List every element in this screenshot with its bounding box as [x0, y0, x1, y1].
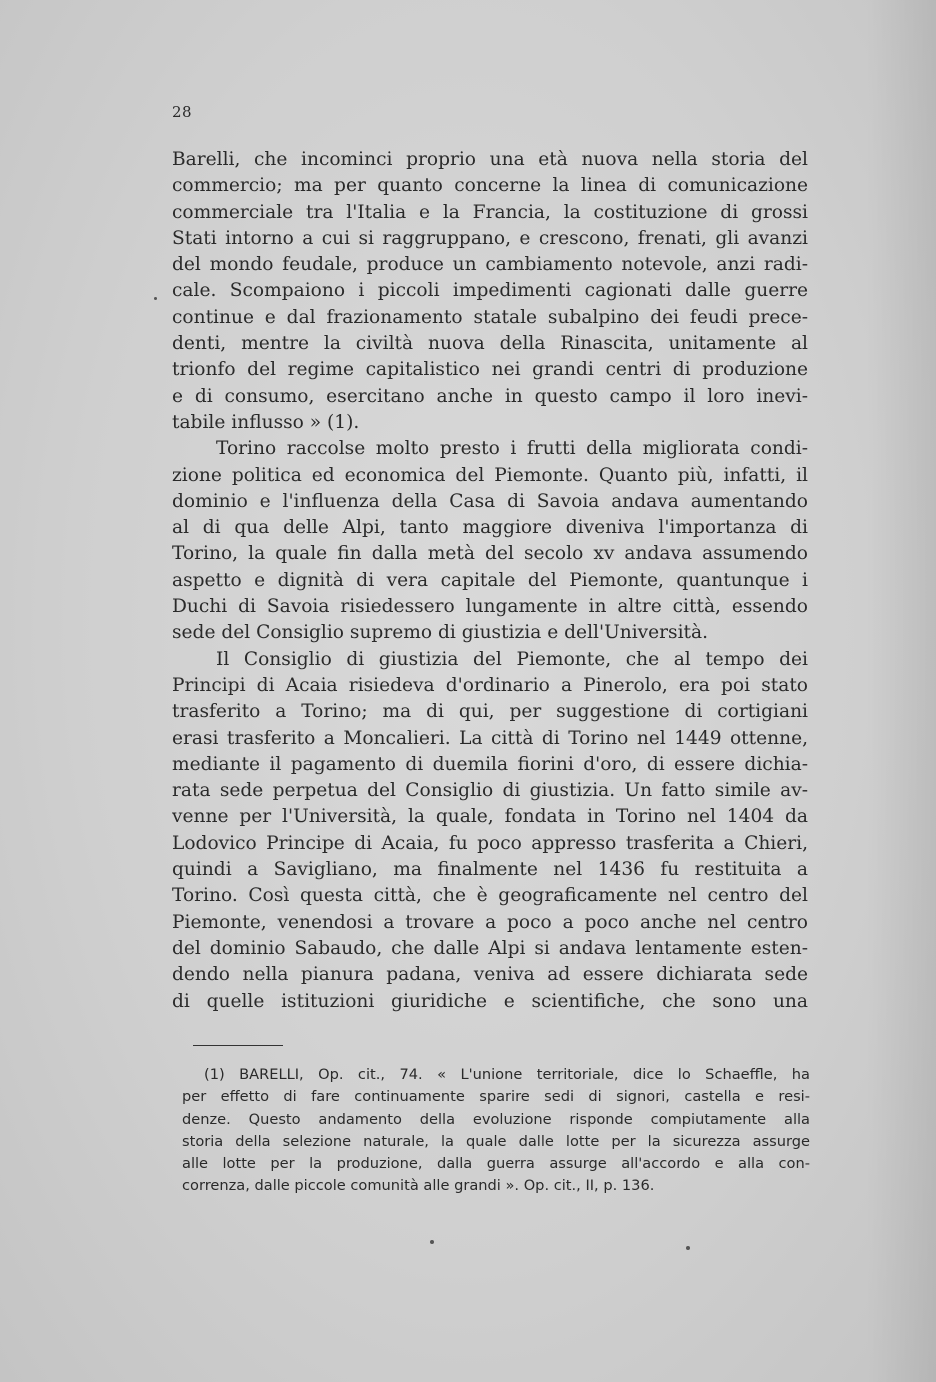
body-line: continue e dal frazionamento statale subalpino dei feudi prece-: [172, 306, 808, 328]
body-line: mediante il pagamento di duemila fiorini d'oro, di essere dichia-: [172, 753, 808, 775]
body-line: aspetto e dignità di vera capitale del Piemonte, quantunque i: [172, 569, 808, 591]
body-line: Principi di Acaia risiedeva d'ordinario a Pinerolo, era poi stato: [172, 674, 808, 696]
body-line: al di qua delle Alpi, tanto maggiore diveniva l'importanza di: [172, 517, 808, 539]
body-line: Torino. Così questa città, che è geograficamente nel centro del: [172, 885, 808, 907]
page-edge-shadow: [866, 0, 936, 1382]
body-line: e di consumo, esercitano anche in questo campo il loro inevi-: [172, 385, 808, 407]
body-text: [172, 147, 808, 1015]
body-line: zione politica ed economica del Piemonte. Quanto più, infatti, il: [172, 464, 808, 486]
body-line: Barelli, che incominci proprio una età nuova nella storia del: [172, 149, 808, 170]
footnotes: [182, 1064, 810, 1198]
body-line: trionfo del regime capitalistico nei grandi centri di produzione: [172, 359, 808, 381]
paper-speck: [430, 1240, 434, 1244]
body-line: sede del Consiglio supremo di giustizia e dell'Università.: [172, 622, 709, 644]
footnote-line: alle lotte per la produzione, dalla guerra assurge all'accordo e alla con-: [182, 1155, 810, 1173]
footnote-line: storia della selezione naturale, la quale dalle lotte per la sicurezza assurge: [182, 1132, 810, 1150]
body-line: Stati intorno a cui si raggruppano, e crescono, frenati, gli avanzi: [172, 227, 808, 249]
body-line: rata sede perpetua del Consiglio di giustizia. Un fatto simile av-: [172, 780, 808, 802]
body-line: erasi trasferito a Moncalieri. La città di Torino nel 1449 ottenne,: [172, 727, 808, 749]
footnote-line: denze. Questo andamento della evoluzione risponde compiutamente alla: [182, 1110, 810, 1128]
body-line: trasferito a Torino; ma di qui, per suggestione di cortigiani: [172, 701, 808, 723]
body-line: Torino, la quale fin dalla metà del secolo xv andava assumendo: [172, 543, 808, 565]
paper-speck: [154, 297, 157, 300]
body-line: dominio e l'influenza della Casa di Savoia andava aumentando: [172, 490, 808, 512]
body-line: di quelle istituzioni giuridiche e scientifiche, che sono una: [172, 990, 808, 1012]
body-line: del dominio Sabaudo, che dalle Alpi si andava lentamente esten-: [172, 937, 808, 959]
body-line: tabile influsso » (1).: [172, 411, 360, 433]
body-line: Il Consiglio di giustizia del Piemonte, che al tempo dei: [216, 648, 808, 670]
body-line: Torino raccolse molto presto i frutti della migliorata condi-: [216, 438, 808, 460]
footnote-line: correnza, dalle piccole comunità alle grandi ». Op. cit., II, p. 136.: [182, 1177, 655, 1195]
body-line: Lodovico Principe di Acaia, fu poco appresso trasferita a Chieri,: [172, 832, 808, 854]
body-line: cale. Scompaiono i piccoli impedimenti cagionati dalle guerre: [172, 280, 808, 302]
paper-speck: [686, 1246, 690, 1250]
footnote-line: per effetto di fare continuamente sparire sedi di signori, castella e resi-: [182, 1088, 810, 1106]
body-line: venne per l'Università, la quale, fondata in Torino nel 1404 da: [172, 806, 808, 828]
body-line: del mondo feudale, produce un cambiamento notevole, anzi radi-: [172, 254, 808, 276]
body-line: commercio; ma per quanto concerne la linea di comunicazione: [172, 175, 808, 197]
body-line: commerciale tra l'Italia e la Francia, la costituzione di grossi: [172, 201, 808, 223]
body-line: Duchi di Savoia risiedessero lungamente in altre città, essendo: [172, 596, 808, 618]
footnote-line: (1) BARELLI, Op. cit., 74. « L'unione territoriale, dice lo Schaeffle, ha: [204, 1066, 810, 1083]
body-line: dendo nella pianura padana, veniva ad essere dichiarata sede: [172, 964, 808, 986]
body-line: quindi a Savigliano, ma finalmente nel 1436 fu restituita a: [172, 859, 808, 881]
footnote-divider: [193, 1045, 283, 1046]
body-line: denti, mentre la civiltà nuova della Rinascita, unitamente al: [172, 333, 808, 355]
page-number: 28: [172, 103, 193, 121]
body-line: Piemonte, venendosi a trovare a poco a poco anche nel centro: [172, 911, 808, 933]
